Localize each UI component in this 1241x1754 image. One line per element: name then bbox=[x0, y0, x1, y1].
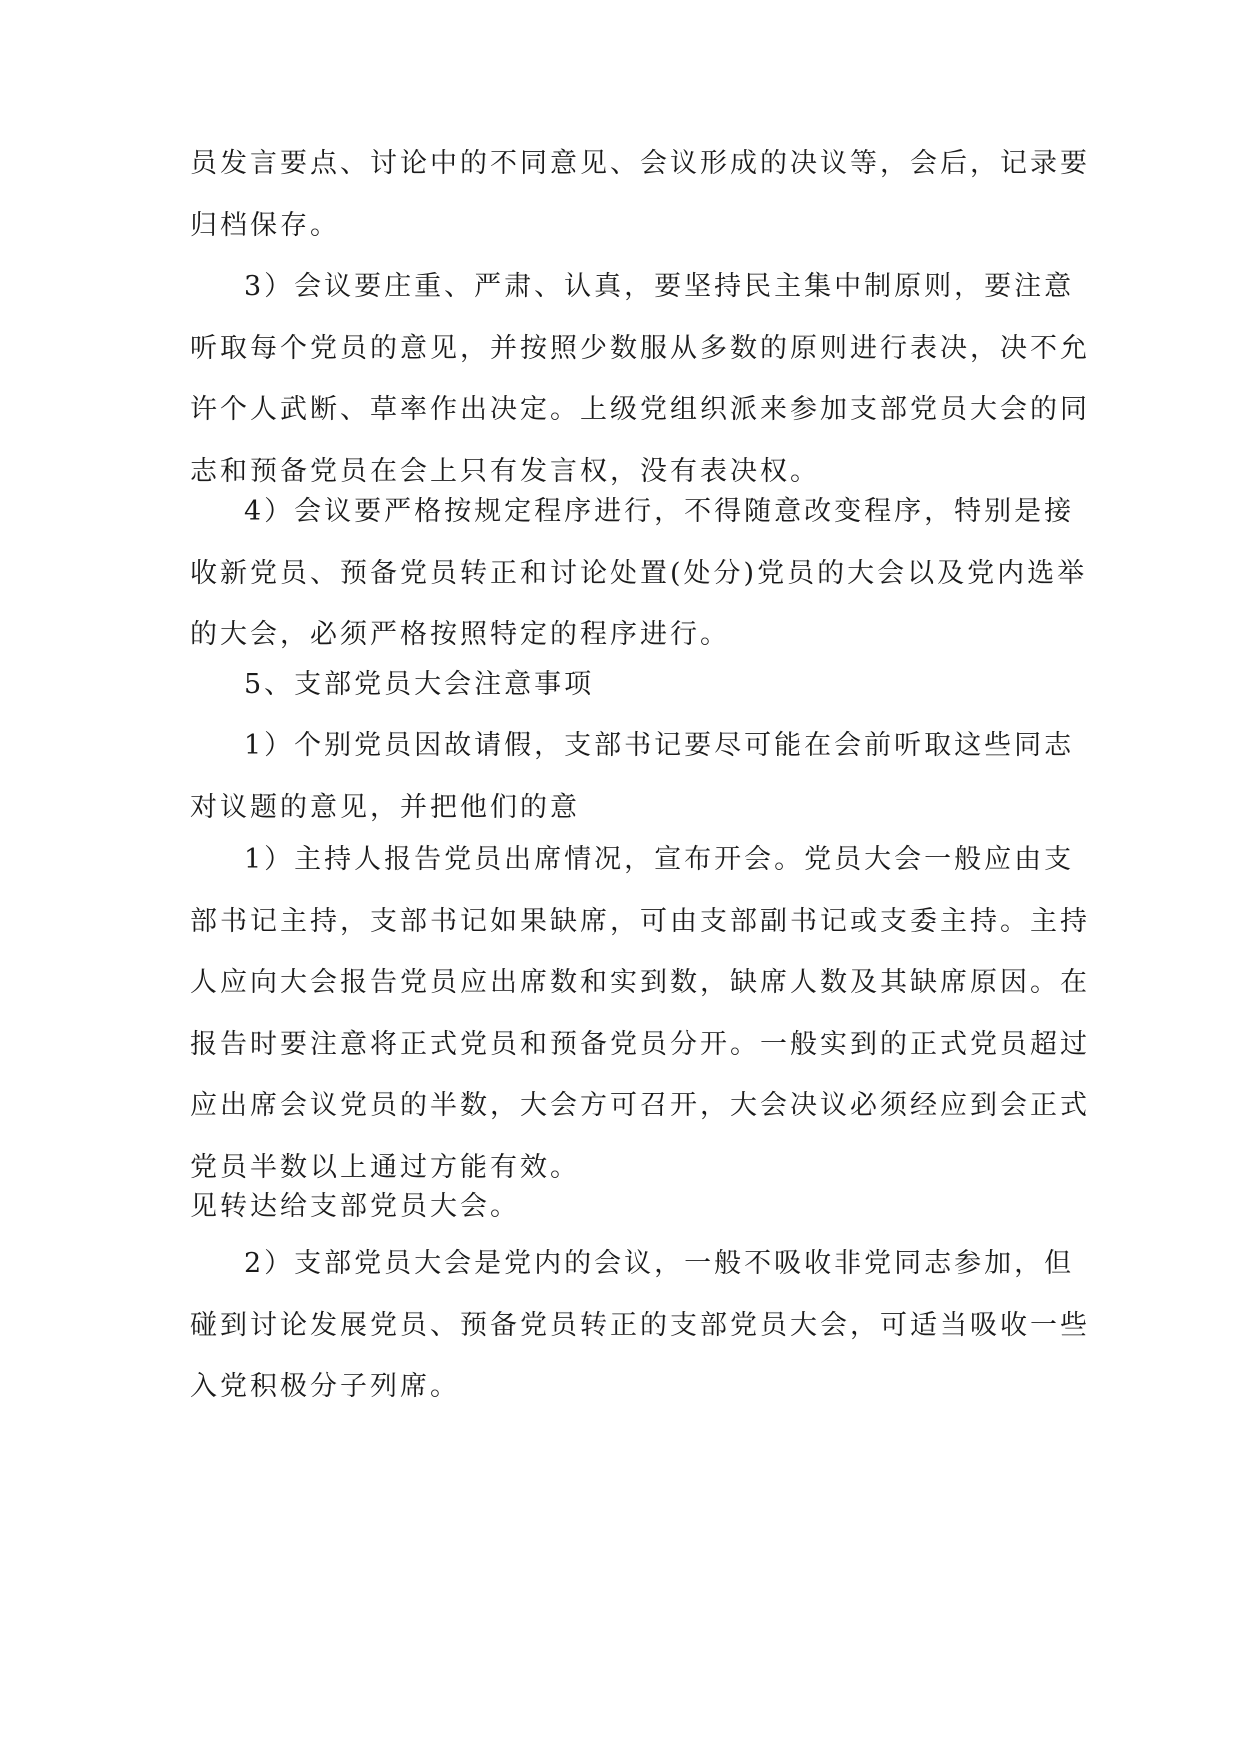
text-line: 报告时要注意将正式党员和预备党员分开。一般实到的正式党员超过 bbox=[190, 1028, 1090, 1060]
text-line: 1）个别党员因故请假，支部书记要尽可能在会前听取这些同志 bbox=[244, 730, 1075, 761]
text-line: 对议题的意见，并把他们的意 bbox=[190, 791, 580, 823]
text-line: 见转达给支部党员大会。 bbox=[190, 1191, 520, 1222]
paragraph-item-4 bbox=[190, 481, 1088, 666]
paragraph-note-1 bbox=[190, 715, 1075, 838]
paragraph-continuation bbox=[190, 1176, 1046, 1238]
text-line: 1）主持人报告党员出席情况，宣布开会。党员大会一般应由支 bbox=[244, 844, 1075, 875]
text-line: 2）支部党员大会是党内的会议，一般不吸收非党同志参加，但 bbox=[244, 1248, 1075, 1279]
text-line: 应出席会议党员的半数，大会方可召开，大会决议必须经应到会正式 bbox=[190, 1090, 1090, 1121]
text-line: 入党积极分子列席。 bbox=[190, 1371, 460, 1402]
section-heading: 5、支部党员大会注意事项 bbox=[244, 669, 595, 700]
text-line: 4）会议要严格按规定程序进行，不得随意改变程序，特别是接 bbox=[244, 496, 1075, 527]
text-line: 碰到讨论发展党员、预备党员转正的支部党员大会，可适当吸收一些 bbox=[190, 1309, 1090, 1341]
text-line: 党员半数以上通过方能有效。 bbox=[190, 1151, 580, 1183]
paragraph-host-report bbox=[190, 829, 1090, 1198]
text-line: 听取每个党员的意见，并按照少数服从多数的原则进行表决，决不允 bbox=[190, 332, 1090, 364]
paragraph-item-3 bbox=[190, 256, 1090, 502]
paragraph-note-2 bbox=[190, 1233, 1090, 1418]
text-line: 的大会，必须严格按照特定的程序进行。 bbox=[190, 619, 730, 650]
text-line: 志和预备党员在会上只有发言权，没有表决权。 bbox=[190, 455, 820, 487]
text-line: 收新党员、预备党员转正和讨论处置(处分)党员的大会以及党内选举 bbox=[190, 557, 1088, 589]
section-heading-5 bbox=[190, 654, 1046, 716]
text-line: 归档保存。 bbox=[190, 209, 340, 241]
text-line: 员发言要点、讨论中的不同意见、会议形成的决议等，会后，记录要 bbox=[190, 148, 1090, 179]
text-line: 许个人武断、草率作出决定。上级党组织派来参加支部党员大会的同 bbox=[190, 394, 1090, 425]
paragraph-meeting-record bbox=[190, 133, 1090, 256]
text-line: 人应向大会报告党员应出席数和实到数，缺席人数及其缺席原因。在 bbox=[190, 967, 1090, 998]
text-line: 3）会议要庄重、严肃、认真，要坚持民主集中制原则，要注意 bbox=[244, 271, 1075, 302]
text-line: 部书记主持，支部书记如果缺席，可由支部副书记或支委主持。主持 bbox=[190, 905, 1090, 937]
